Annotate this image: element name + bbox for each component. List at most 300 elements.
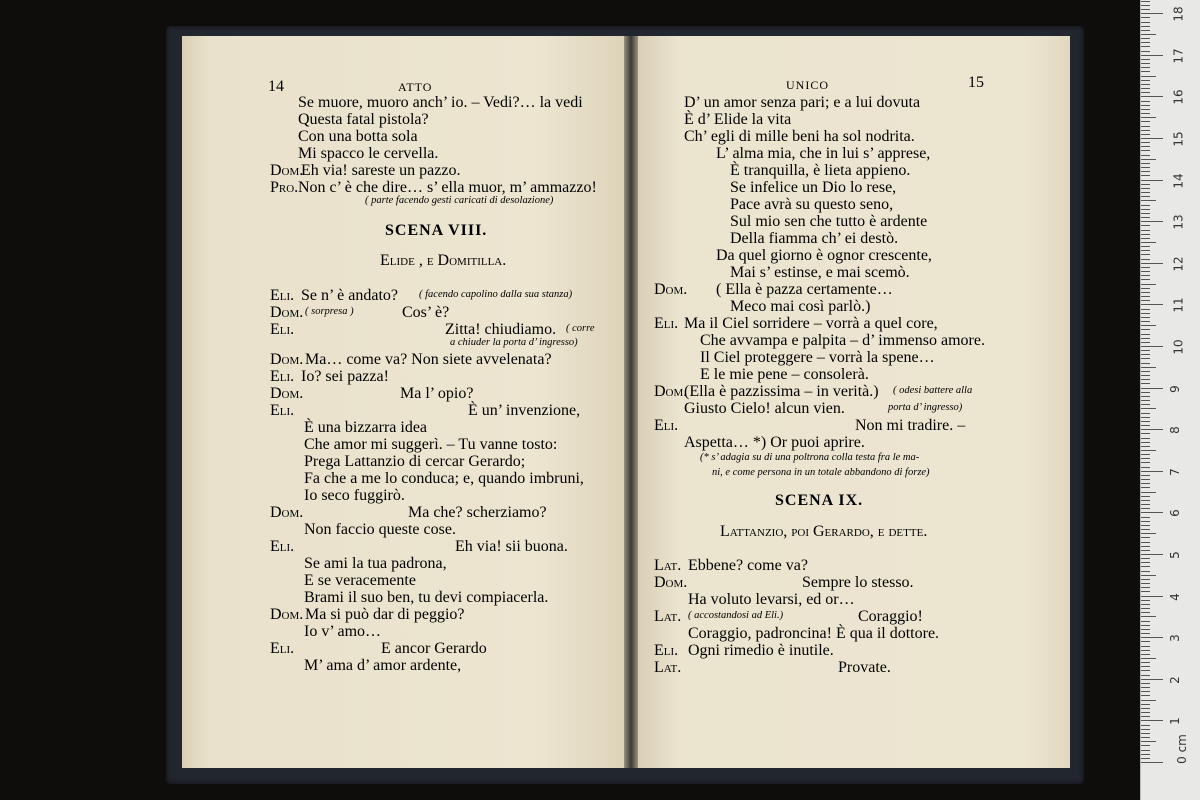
verse-line: Che amor mi suggerì. – Tu vanne tosto: <box>304 436 558 453</box>
ruler-tick <box>1141 462 1150 463</box>
ruler-tick <box>1141 562 1150 563</box>
verse-line: E le mie pene – consolerà. <box>700 366 869 383</box>
verse-line: Io seco fuggirò. <box>304 487 405 504</box>
ruler-number: 10 <box>1171 339 1186 355</box>
speaker-label: Eli. <box>270 402 295 419</box>
ruler-number: 8 <box>1167 426 1182 435</box>
ruler-tick <box>1141 612 1150 613</box>
ruler-tick <box>1141 342 1150 343</box>
ruler-tick <box>1141 425 1150 426</box>
ruler-tick <box>1141 496 1150 497</box>
ruler-tick <box>1141 521 1150 522</box>
ruler-tick <box>1141 51 1150 52</box>
ruler-tick <box>1141 504 1150 505</box>
speaker-label: Eli. <box>654 315 679 332</box>
ruler-tick <box>1141 683 1150 684</box>
verse-line: Eh via! sii buona. <box>455 538 568 555</box>
verse-line: Ha voluto levarsi, ed or… <box>688 591 855 608</box>
ruler-tick <box>1141 138 1163 139</box>
ruler-tick <box>1141 175 1150 176</box>
ruler-number: 13 <box>1171 214 1186 230</box>
ruler-tick <box>1141 691 1150 692</box>
ruler-tick <box>1141 171 1150 172</box>
ruler-number: 17 <box>1171 48 1186 64</box>
ruler-tick <box>1141 467 1150 468</box>
ruler-tick <box>1141 566 1150 567</box>
ruler-tick <box>1141 363 1150 364</box>
ruler-tick <box>1141 192 1150 193</box>
ruler-tick <box>1141 629 1150 630</box>
ruler-tick <box>1141 121 1150 122</box>
verse-line: Ogni rimedio è inutile. <box>688 642 834 659</box>
ruler-tick <box>1141 284 1156 285</box>
ruler-tick <box>1141 167 1150 168</box>
ruler-number: 15 <box>1171 131 1186 147</box>
stage-direction: (* s’ adagia su di una poltrona colla testa fra le ma- <box>700 452 920 463</box>
ruler-tick <box>1141 621 1150 622</box>
verse-line: Non mi tradire. – <box>855 417 966 434</box>
speaker-label: Lat. <box>654 608 682 625</box>
ruler-tick <box>1141 550 1150 551</box>
ruler-tick <box>1141 159 1156 160</box>
ruler-tick <box>1141 263 1163 264</box>
ruler-tick <box>1141 259 1150 260</box>
stage-direction: ( sorpresa ) <box>305 306 354 317</box>
ruler-tick <box>1141 591 1150 592</box>
ruler-tick <box>1141 408 1156 409</box>
ruler-tick <box>1141 275 1150 276</box>
ruler-tick <box>1141 400 1150 401</box>
ruler-tick <box>1141 13 1163 14</box>
ruler-tick <box>1141 217 1150 218</box>
ruler-tick <box>1141 716 1150 717</box>
verse-line: Ma l’ opio? <box>400 385 474 402</box>
ruler-tick <box>1141 708 1150 709</box>
ruler-tick <box>1141 92 1150 93</box>
speaker-label: Eli. <box>270 321 295 338</box>
ruler-tick <box>1141 537 1150 538</box>
ruler-tick <box>1141 22 1150 23</box>
verse-line: Io v’ amo… <box>304 623 382 640</box>
ruler-tick <box>1141 288 1150 289</box>
verse-line: Zitta! chiudiamo. <box>445 321 557 338</box>
ruler-tick <box>1141 616 1156 617</box>
verse-line: Se ami la tua padrona, <box>304 555 447 572</box>
right-running-head: UNICO <box>786 78 829 92</box>
ruler-tick <box>1141 317 1150 318</box>
ruler-unit-label: 0 cm <box>1174 734 1189 764</box>
ruler-tick <box>1141 225 1150 226</box>
ruler-tick <box>1141 59 1150 60</box>
ruler-number: 4 <box>1167 592 1182 601</box>
ruler-tick <box>1141 271 1150 272</box>
ruler-tick <box>1141 184 1150 185</box>
ruler-tick <box>1141 130 1150 131</box>
ruler-tick <box>1141 379 1150 380</box>
ruler-tick <box>1141 80 1150 81</box>
verse-line: Con una botta sola <box>298 128 418 145</box>
speaker-label: Dom. <box>654 383 688 400</box>
ruler-tick <box>1141 371 1150 372</box>
speaker-label: Eli. <box>270 640 295 657</box>
ruler-number: 11 <box>1171 297 1186 314</box>
ruler-tick <box>1141 329 1150 330</box>
ruler-tick <box>1141 383 1150 384</box>
ruler-tick <box>1141 712 1150 713</box>
speaker-label: Dom. <box>270 606 304 623</box>
ruler-tick <box>1141 17 1150 18</box>
verse-line: Da quel giorno è ognor crescente, <box>716 247 932 264</box>
verse-line: M’ ama d’ amor ardente, <box>304 657 462 674</box>
ruler-tick <box>1141 296 1150 297</box>
ruler-tick <box>1141 146 1150 147</box>
ruler-number: 5 <box>1167 551 1182 559</box>
book-gutter <box>624 36 638 768</box>
stage-direction: ( parte facendo gesti caricati di desolazione) <box>365 195 554 206</box>
ruler-tick <box>1141 230 1150 231</box>
ruler-tick <box>1141 396 1150 397</box>
ruler-tick <box>1141 109 1150 110</box>
ruler-tick <box>1141 704 1150 705</box>
ruler-tick <box>1141 529 1150 530</box>
ruler-tick <box>1141 26 1150 27</box>
verse-line: Se n’ è andato? <box>301 287 398 304</box>
ruler-tick <box>1141 304 1163 305</box>
ruler-tick <box>1141 725 1150 726</box>
ruler-tick <box>1141 454 1150 455</box>
verse-line: Questa fatal pistola? <box>298 111 429 128</box>
speaker-label: Dom. <box>270 351 304 368</box>
verse-line: Mai s’ estinse, e mai scemò. <box>730 264 910 281</box>
ruler-tick <box>1141 662 1150 663</box>
ruler-tick <box>1141 675 1150 676</box>
speaker-label: Dom. <box>270 304 304 321</box>
ruler-number: 16 <box>1171 89 1186 106</box>
ruler-tick <box>1141 292 1150 293</box>
ruler-tick <box>1141 250 1150 251</box>
scene-heading: SCENA IX. <box>775 492 864 509</box>
ruler-tick <box>1141 758 1150 759</box>
ruler-tick <box>1141 745 1150 746</box>
ruler-tick <box>1141 646 1150 647</box>
speaker-label: Dom. <box>654 281 688 298</box>
verse-line: Sul mio sen che tutto è ardente <box>730 213 928 230</box>
verse-line: (Ella è pazzissima – in verità.) <box>684 383 879 400</box>
verse-line: D’ un amor senza pari; e a lui dovuta <box>684 94 921 111</box>
ruler-tick <box>1141 517 1150 518</box>
verse-line: ( Ella è pazza certamente… <box>716 281 893 298</box>
ruler-tick <box>1141 234 1150 235</box>
ruler-tick <box>1141 487 1150 488</box>
ruler-tick <box>1141 695 1150 696</box>
verse-line: Io? sei pazza! <box>301 368 389 385</box>
verse-line: È un’ invenzione, <box>468 402 581 419</box>
verse-line: Ma… come va? Non siete avvelenata? <box>305 351 552 368</box>
ruler-tick <box>1141 105 1150 106</box>
ruler-tick <box>1141 300 1150 301</box>
verse-line: Prega Lattanzio di cercar Gerardo; <box>304 453 526 470</box>
ruler-number: 7 <box>1167 467 1182 476</box>
ruler-tick <box>1141 442 1150 443</box>
ruler-tick <box>1141 670 1150 671</box>
verse-line: Sempre lo stesso. <box>802 574 914 591</box>
scene-characters: Elide , e Domitilla. <box>380 252 507 269</box>
ruler-tick <box>1141 625 1150 626</box>
ruler-tick <box>1141 205 1150 206</box>
ruler-tick <box>1141 546 1150 547</box>
ruler-tick <box>1141 163 1150 164</box>
ruler-tick <box>1141 500 1150 501</box>
stage-direction: ( accostandosi ad Eli.) <box>688 610 784 621</box>
verse-line: Eh via! sareste un pazzo. <box>301 162 461 179</box>
verse-line: È una bizzarra idea <box>304 419 428 436</box>
ruler-tick <box>1141 209 1150 210</box>
scene-heading: SCENA VIII. <box>385 222 488 239</box>
ruler-tick <box>1141 438 1150 439</box>
ruler-tick <box>1141 221 1163 222</box>
ruler-number: 2 <box>1167 675 1182 684</box>
ruler-tick <box>1141 533 1156 534</box>
ruler-tick <box>1141 608 1150 609</box>
ruler-tick <box>1141 687 1150 688</box>
stage-direction: porta d’ ingresso) <box>888 402 963 413</box>
speaker-label: Eli. <box>654 417 679 434</box>
ruler-tick <box>1141 313 1150 314</box>
ruler-tick <box>1141 421 1150 422</box>
left-running-head: ATTO <box>398 80 433 94</box>
verse-line: Se muore, muoro anch’ io. – Vedi?… la vedi <box>298 94 583 111</box>
ruler-tick <box>1141 200 1156 201</box>
ruler-tick <box>1141 88 1150 89</box>
ruler-tick <box>1141 413 1150 414</box>
ruler-tick <box>1141 375 1150 376</box>
speaker-label: Dom. <box>270 162 304 179</box>
ruler-tick <box>1141 238 1150 239</box>
ruler-tick <box>1141 155 1150 156</box>
ruler-tick <box>1141 575 1156 576</box>
ruler-tick <box>1141 450 1156 451</box>
verse-line: Coraggio, padroncina! È qua il dottore. <box>688 625 940 642</box>
ruler-tick <box>1141 242 1156 243</box>
ruler-tick <box>1141 180 1163 181</box>
ruler-tick <box>1141 679 1163 680</box>
speaker-label: Dom. <box>270 504 304 521</box>
ruler-tick <box>1141 762 1163 763</box>
verse-line: Ch’ egli di mille beni ha sol nodrita. <box>684 128 915 145</box>
ruler-tick <box>1141 63 1150 64</box>
ruler-tick <box>1141 600 1150 601</box>
ruler-tick <box>1141 338 1150 339</box>
ruler-number: 12 <box>1171 256 1186 272</box>
ruler-tick <box>1141 321 1150 322</box>
verse-line: È d’ Elide la vita <box>684 111 792 128</box>
ruler-tick <box>1141 126 1150 127</box>
stage-direction: ( odesi battere alla <box>893 385 973 396</box>
ruler-tick <box>1141 76 1156 77</box>
speaker-label: Eli. <box>654 642 679 659</box>
ruler-number: 3 <box>1167 634 1182 643</box>
measurement-ruler <box>1140 0 1200 800</box>
ruler-tick <box>1141 633 1150 634</box>
verse-line: Provate. <box>838 659 891 676</box>
ruler-tick <box>1141 479 1150 480</box>
verse-line: Fa che a me lo conduca; e, quando imbruni, <box>304 470 584 487</box>
verse-line: Mi spacco le cervella. <box>298 145 439 162</box>
verse-line: Meco mai così parlò.) <box>730 298 871 315</box>
verse-line: Ma il Ciel sorridere – vorrà a quel core, <box>684 315 938 332</box>
verse-line: Della fiamma ch’ ei destò. <box>730 230 899 247</box>
ruler-tick <box>1141 350 1150 351</box>
ruler-tick <box>1141 754 1150 755</box>
verse-line: Giusto Cielo! alcun vien. <box>684 400 845 417</box>
stage-direction: ni, e come persona in un totale abbandono di forze) <box>712 467 930 478</box>
ruler-tick <box>1141 267 1150 268</box>
ruler-tick <box>1141 512 1163 513</box>
ruler-tick <box>1141 650 1150 651</box>
ruler-tick <box>1141 71 1150 72</box>
ruler-tick <box>1141 433 1150 434</box>
ruler-tick <box>1141 733 1150 734</box>
speaker-label: Dom. <box>270 385 304 402</box>
stage-direction: a chiuder la porta d’ ingresso) <box>450 337 578 348</box>
ruler-number: 9 <box>1167 384 1182 393</box>
ruler-tick <box>1141 1 1150 2</box>
ruler-tick <box>1141 213 1150 214</box>
ruler-tick <box>1141 404 1150 405</box>
ruler-tick <box>1141 554 1163 555</box>
ruler-tick <box>1141 720 1163 721</box>
ruler-number: 18 <box>1171 6 1186 22</box>
stage-direction: ( facendo capolino dalla sua stanza) <box>419 289 573 300</box>
ruler-tick <box>1141 475 1150 476</box>
ruler-tick <box>1141 596 1163 597</box>
right-page-number: 15 <box>968 74 984 91</box>
ruler-tick <box>1141 542 1150 543</box>
ruler-tick <box>1141 117 1156 118</box>
verse-line: È tranquilla, è lieta appieno. <box>730 162 911 179</box>
ruler-tick <box>1141 558 1150 559</box>
ruler-tick <box>1141 658 1156 659</box>
ruler-tick <box>1141 188 1150 189</box>
ruler-tick <box>1141 101 1150 102</box>
speaker-label: Eli. <box>270 538 295 555</box>
ruler-tick <box>1141 84 1150 85</box>
speaker-label: Pro. <box>270 179 299 196</box>
verse-line: Coraggio! <box>858 608 923 625</box>
speaker-label: Dom. <box>654 574 688 591</box>
ruler-tick <box>1141 483 1150 484</box>
ruler-tick <box>1141 587 1150 588</box>
ruler-tick <box>1141 254 1150 255</box>
ruler-tick <box>1141 5 1150 6</box>
ruler-tick <box>1141 67 1150 68</box>
verse-line: Cos’ è? <box>402 304 450 321</box>
verse-line: Pace avrà su questo seno, <box>730 196 894 213</box>
ruler-tick <box>1141 641 1150 642</box>
ruler-tick <box>1141 583 1150 584</box>
ruler-tick <box>1141 392 1150 393</box>
ruler-tick <box>1141 446 1150 447</box>
scene-characters: Lattanzio, poi Gerardo, e dette. <box>720 523 928 540</box>
ruler-tick <box>1141 46 1150 47</box>
ruler-tick <box>1141 471 1163 472</box>
ruler-tick <box>1141 34 1156 35</box>
verse-line: Se infelice un Dio lo rese, <box>730 179 897 196</box>
verse-line: E se veracemente <box>304 572 416 589</box>
verse-line: Ebbene? come va? <box>688 557 808 574</box>
ruler-tick <box>1141 334 1150 335</box>
ruler-number: 14 <box>1171 172 1186 189</box>
stage-direction: ( corre <box>566 323 595 334</box>
speaker-label: Eli. <box>270 368 295 385</box>
ruler-tick <box>1141 525 1150 526</box>
ruler-tick <box>1141 492 1156 493</box>
ruler-tick <box>1141 113 1150 114</box>
ruler-tick <box>1141 388 1163 389</box>
ruler-tick <box>1141 9 1150 10</box>
ruler-tick <box>1141 571 1150 572</box>
ruler-tick <box>1141 604 1150 605</box>
speaker-label: Lat. <box>654 557 682 574</box>
ruler-tick <box>1141 666 1150 667</box>
ruler-tick <box>1141 579 1150 580</box>
ruler-tick <box>1141 458 1150 459</box>
ruler-tick <box>1141 700 1156 701</box>
ruler-tick <box>1141 737 1150 738</box>
verse-line: Ma che? scherziamo? <box>408 504 547 521</box>
ruler-tick <box>1141 96 1163 97</box>
ruler-tick <box>1141 246 1150 247</box>
ruler-tick <box>1141 38 1150 39</box>
ruler-tick <box>1141 654 1150 655</box>
ruler-tick <box>1141 346 1163 347</box>
ruler-tick <box>1141 150 1150 151</box>
ruler-tick <box>1141 42 1150 43</box>
ruler-tick <box>1141 637 1163 638</box>
ruler-tick <box>1141 55 1163 56</box>
verse-line: E ancor Gerardo <box>381 640 487 657</box>
verse-line: Che avvampa e palpita – d’ immenso amore. <box>700 332 985 349</box>
ruler-tick <box>1141 134 1150 135</box>
ruler-tick <box>1141 30 1150 31</box>
verse-line: Non faccio queste cose. <box>304 521 456 538</box>
ruler-tick <box>1141 729 1150 730</box>
speaker-label: Eli. <box>270 287 295 304</box>
ruler-tick <box>1141 354 1150 355</box>
ruler-number: 1 <box>1167 717 1182 726</box>
verse-line: Ma si può dar di peggio? <box>305 606 465 623</box>
speaker-label: Lat. <box>654 659 682 676</box>
ruler-number: 6 <box>1167 509 1182 518</box>
ruler-tick <box>1141 279 1150 280</box>
ruler-tick <box>1141 196 1150 197</box>
verse-line: L’ alma mia, che in lui s’ apprese, <box>716 145 931 162</box>
ruler-tick <box>1141 309 1150 310</box>
ruler-tick <box>1141 750 1150 751</box>
ruler-tick <box>1141 358 1150 359</box>
left-page-number: 14 <box>268 78 284 95</box>
ruler-tick <box>1141 367 1156 368</box>
ruler-tick <box>1141 417 1150 418</box>
verse-line: Brami il suo ben, tu devi compiacerla. <box>304 589 549 606</box>
ruler-tick <box>1141 429 1163 430</box>
ruler-tick <box>1141 142 1150 143</box>
verse-line: Aspetta… *) Or puoi aprire. <box>684 434 865 451</box>
verse-line: Il Ciel proteggere – vorrà la spene… <box>700 349 935 366</box>
verse-line: Non c’ è che dire… s’ ella muor, m’ ammazzo! <box>298 179 597 196</box>
ruler-tick <box>1141 508 1150 509</box>
ruler-tick <box>1141 741 1156 742</box>
